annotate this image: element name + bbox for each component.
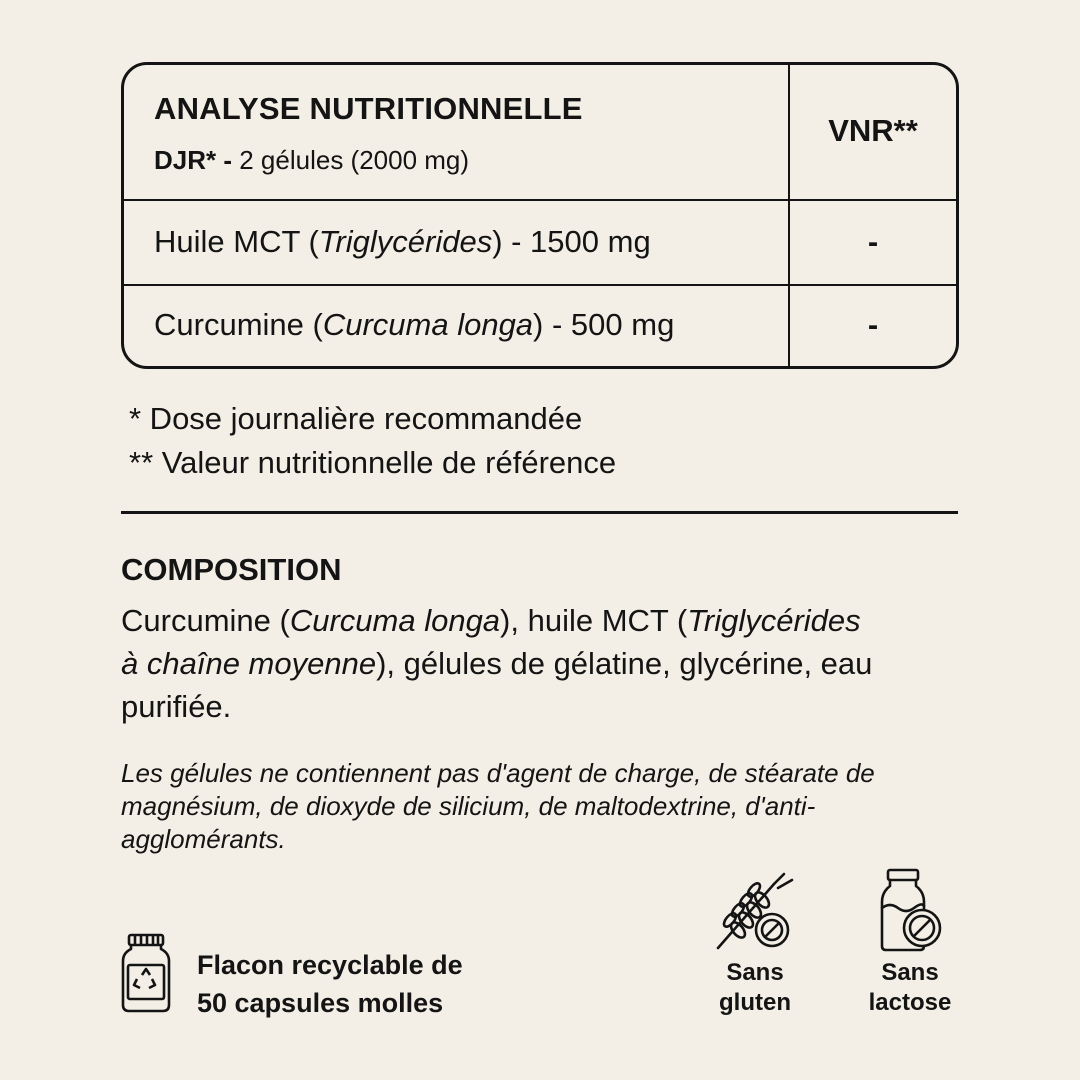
vnr-value: -: [867, 307, 879, 342]
vnr-header: VNR**: [828, 113, 918, 148]
composition-text: Curcumine (Curcuma longa), huile MCT (Triglycérides à chaîne moyenne), gélules de gélatine, glycérine, eau purifiée.: [121, 603, 873, 724]
vnr-header-cell: [790, 65, 956, 199]
packaging-text: [197, 946, 463, 1022]
footnote-djr: * Dose journalière recommandée: [129, 401, 583, 436]
ingredient-cell: [154, 284, 674, 366]
recyclable-bottle-icon: [121, 933, 171, 1013]
no-lactose-icon: [876, 868, 946, 952]
table-header-row: [124, 65, 956, 201]
composition-title: COMPOSITION: [121, 552, 342, 587]
packaging-line-1: Flacon recyclable de: [197, 950, 463, 980]
no-lactose-label: Sans lactose: [868, 959, 952, 1016]
ingredient-cell: [154, 199, 651, 284]
vnr-cell: [790, 284, 956, 366]
nutrition-title: ANALYSE NUTRITIONNELLE: [154, 91, 583, 126]
nutrition-table: [121, 62, 959, 369]
ingredient-text: Curcumine (Curcuma longa) - 500 mg: [154, 307, 675, 342]
composition-note: Les gélules ne contiennent pas d'agent de charge, de stéarate de magnésium, de dioxyde de silicium, de maltodextrine, d'anti-agglomérants.: [121, 758, 875, 854]
ingredient-text: Huile MCT (Triglycérides) - 1500 mg: [154, 223, 651, 259]
dose-line: [154, 145, 469, 176]
table-row: [124, 284, 956, 366]
footnote-vnr: ** Valeur nutritionnelle de référence: [129, 445, 617, 480]
vnr-value: -: [867, 223, 879, 259]
dose-label: DJR* -: [154, 145, 233, 175]
vnr-cell: [790, 199, 956, 284]
table-row: [124, 199, 956, 286]
dose-value: 2 gélules (2000 mg): [239, 145, 470, 175]
no-gluten-icon: [714, 870, 796, 952]
no-gluten-label: Sans gluten: [719, 959, 791, 1016]
section-divider: [121, 511, 958, 514]
packaging-line-2: 50 capsules molles: [197, 988, 444, 1018]
